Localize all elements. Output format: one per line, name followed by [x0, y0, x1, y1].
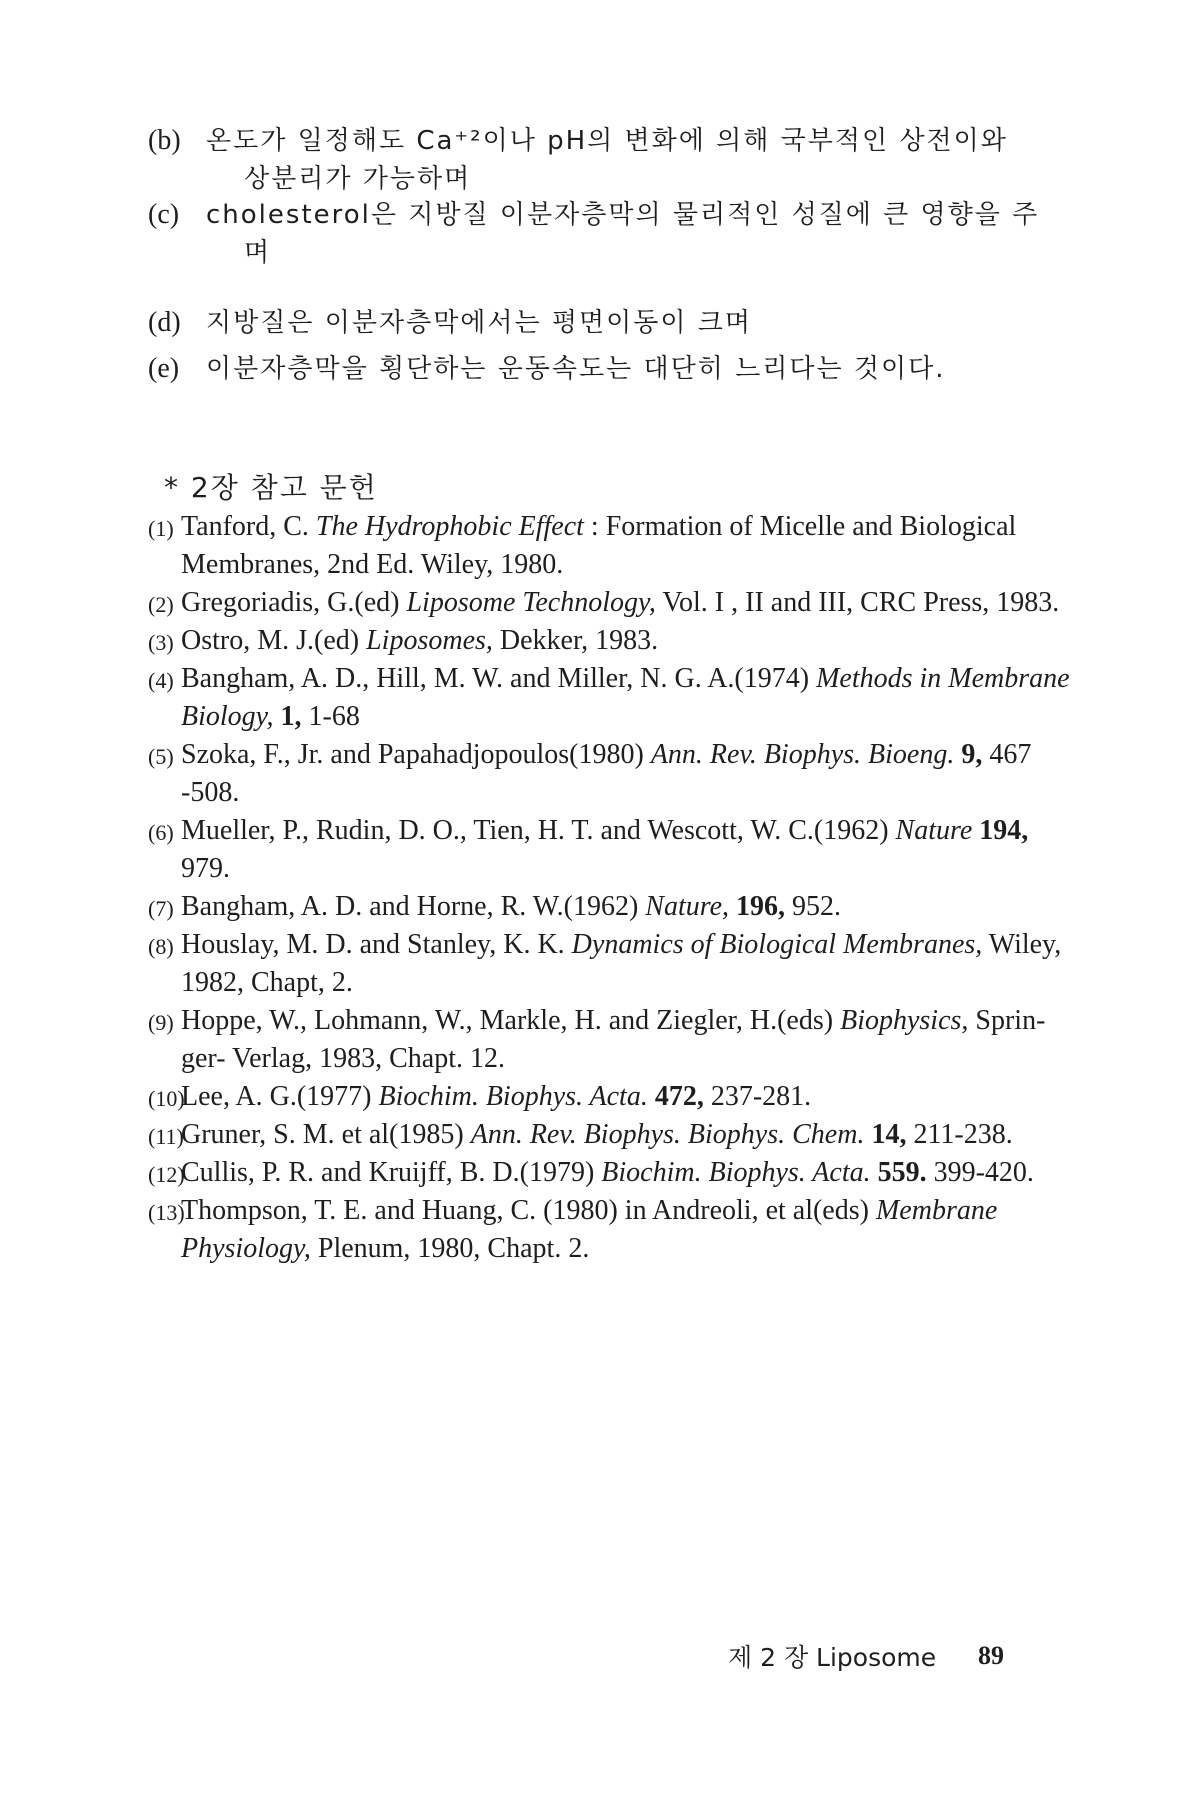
statement-line-continued: 상분리가 가능하며: [244, 164, 472, 194]
reference-number: (12): [148, 1162, 185, 1187]
reference-title-continued: Biology,: [181, 701, 274, 732]
reference-authors: Bangham, A. D., Hill, M. W. and Miller, N. G. A.(1974): [181, 663, 817, 694]
reference-journal: Biochim. Biophys. Acta.: [378, 1081, 648, 1112]
statement-label: (e): [148, 353, 180, 384]
reference-authors: Houslay, M. D. and Stanley, K. K.: [181, 929, 572, 960]
running-footer: 제 2 장 Liposome: [728, 1643, 937, 1672]
reference-details: Plenum, 1980, Chapt. 2.: [310, 1233, 590, 1264]
references-heading: * 2장 참고 문헌: [164, 471, 378, 504]
reference-title: Liposome Technology,: [406, 587, 656, 618]
statement-line: 온도가 일정해도 Ca⁺²이나 pH의 변화에 의해 국부적인 상전이와: [206, 126, 1008, 156]
reference-title: Liposomes,: [366, 625, 493, 656]
reference-item: [148, 812, 1073, 888]
reference-journal: Nature,: [645, 891, 730, 922]
reference-authors: Ostro, M. J.(ed): [181, 625, 367, 656]
reference-number: (8): [148, 934, 174, 959]
reference-number: (4): [148, 668, 174, 693]
reference-pages: 211-238.: [906, 1119, 1013, 1150]
reference-continuation: Membranes, 2nd Ed. Wiley, 1980.: [181, 549, 564, 580]
reference-volume: 194,: [972, 815, 1029, 846]
reference-continuation: -508.: [181, 777, 240, 808]
reference-number: (11): [148, 1124, 184, 1149]
reference-journal: Ann. Rev. Biophys. Bioeng.: [650, 739, 955, 770]
reference-continuation: 979.: [181, 853, 230, 884]
reference-volume: 559.: [870, 1157, 927, 1188]
reference-item: [148, 622, 1073, 660]
reference-title: Dynamics of Biological Membranes,: [571, 929, 983, 960]
statement-c: [148, 196, 1068, 272]
reference-details: : Formation of Micelle and Biological: [583, 511, 1017, 542]
reference-volume: 9,: [954, 739, 983, 770]
reference-pages: 399-420.: [926, 1157, 1034, 1188]
reference-pages: 237-281.: [703, 1081, 812, 1112]
reference-authors: Hoppe, W., Lohmann, W., Markle, H. and Ziegler, H.(eds): [181, 1005, 841, 1036]
reference-item: [148, 1192, 1073, 1268]
statement-label: (b): [148, 125, 181, 156]
reference-number: (6): [148, 820, 174, 845]
reference-authors: Bangham, A. D. and Horne, R. W.(1962): [181, 891, 646, 922]
reference-pages: 467: [982, 739, 1032, 770]
reference-continuation: 1982, Chapt, 2.: [181, 967, 353, 998]
page-number: 89: [978, 1641, 1004, 1670]
reference-item: [148, 1154, 1073, 1192]
reference-item: [148, 1078, 1073, 1116]
reference-title-continued: Physiology,: [181, 1233, 311, 1264]
reference-authors: Lee, A. G.(1977): [181, 1081, 379, 1112]
reference-details: Wiley,: [982, 929, 1062, 960]
reference-details: Vol. I , II and III, CRC Press, 1983.: [655, 587, 1060, 618]
reference-number: (13): [148, 1200, 185, 1225]
statement-e: [148, 350, 1068, 388]
reference-number: (7): [148, 896, 174, 921]
reference-title: Methods in Membrane: [816, 663, 1070, 694]
reference-authors: Thompson, T. E. and Huang, C. (1980) in Andreoli, et al(eds): [181, 1195, 876, 1226]
reference-authors: Mueller, P., Rudin, D. O., Tien, H. T. and Wescott, W. C.(1962): [181, 815, 896, 846]
statement-line-continued: 며: [244, 238, 272, 268]
reference-journal: Biochim. Biophys. Acta.: [601, 1157, 871, 1188]
reference-continuation: ger- Verlag, 1983, Chapt. 12.: [181, 1043, 505, 1074]
reference-title: Membrane: [875, 1195, 998, 1226]
reference-item: [148, 888, 1073, 926]
reference-volume: 196,: [729, 891, 786, 922]
reference-item: [148, 584, 1073, 622]
reference-volume: 1,: [273, 701, 302, 732]
reference-list: [148, 508, 1073, 1268]
reference-number: (9): [148, 1010, 174, 1035]
reference-journal: Ann. Rev. Biophys. Biophys. Chem.: [470, 1119, 865, 1150]
reference-number: (1): [148, 516, 174, 541]
reference-authors: Gregoriadis, G.(ed): [181, 587, 407, 618]
statement-d: [148, 304, 1068, 342]
statement-line: 지방질은 이분자층막에서는 평면이동이 크며: [206, 308, 752, 338]
reference-item: [148, 1116, 1073, 1154]
reference-pages: 1-68: [301, 701, 360, 732]
statement-line: cholesterol은 지방질 이분자층막의 물리적인 성질에 큰 영향을 주: [206, 200, 1040, 230]
reference-item: [148, 736, 1073, 812]
reference-item: [148, 926, 1073, 1002]
reference-authors: Tanford, C.: [181, 511, 316, 542]
reference-journal: Nature: [895, 815, 973, 846]
reference-details: Dekker, 1983.: [492, 625, 659, 656]
reference-authors: Szoka, F., Jr. and Papahadjopoulos(1980): [181, 739, 651, 770]
reference-title: The Hydrophobic Effect: [315, 511, 584, 542]
reference-title: Biophysics,: [840, 1005, 969, 1036]
reference-volume: 472,: [647, 1081, 704, 1112]
statement-label: (c): [148, 199, 180, 230]
reference-number: (3): [148, 630, 174, 655]
reference-authors: Gruner, S. M. et al(1985): [181, 1119, 471, 1150]
reference-pages: 952.: [785, 891, 842, 922]
reference-item: [148, 508, 1073, 584]
reference-details: Sprin-: [968, 1005, 1046, 1036]
statement-label: (d): [148, 307, 181, 338]
reference-number: (2): [148, 592, 174, 617]
reference-authors: Cullis, P. R. and Kruijff, B. D.(1979): [181, 1157, 602, 1188]
statement-b: [148, 122, 1068, 198]
reference-number: (10): [148, 1086, 185, 1111]
reference-item: [148, 1002, 1073, 1078]
statement-line: 이분자층막을 횡단하는 운동속도는 대단히 느리다는 것이다.: [206, 354, 946, 384]
reference-item: [148, 660, 1073, 736]
reference-volume: 14,: [864, 1119, 907, 1150]
reference-number: (5): [148, 744, 174, 769]
